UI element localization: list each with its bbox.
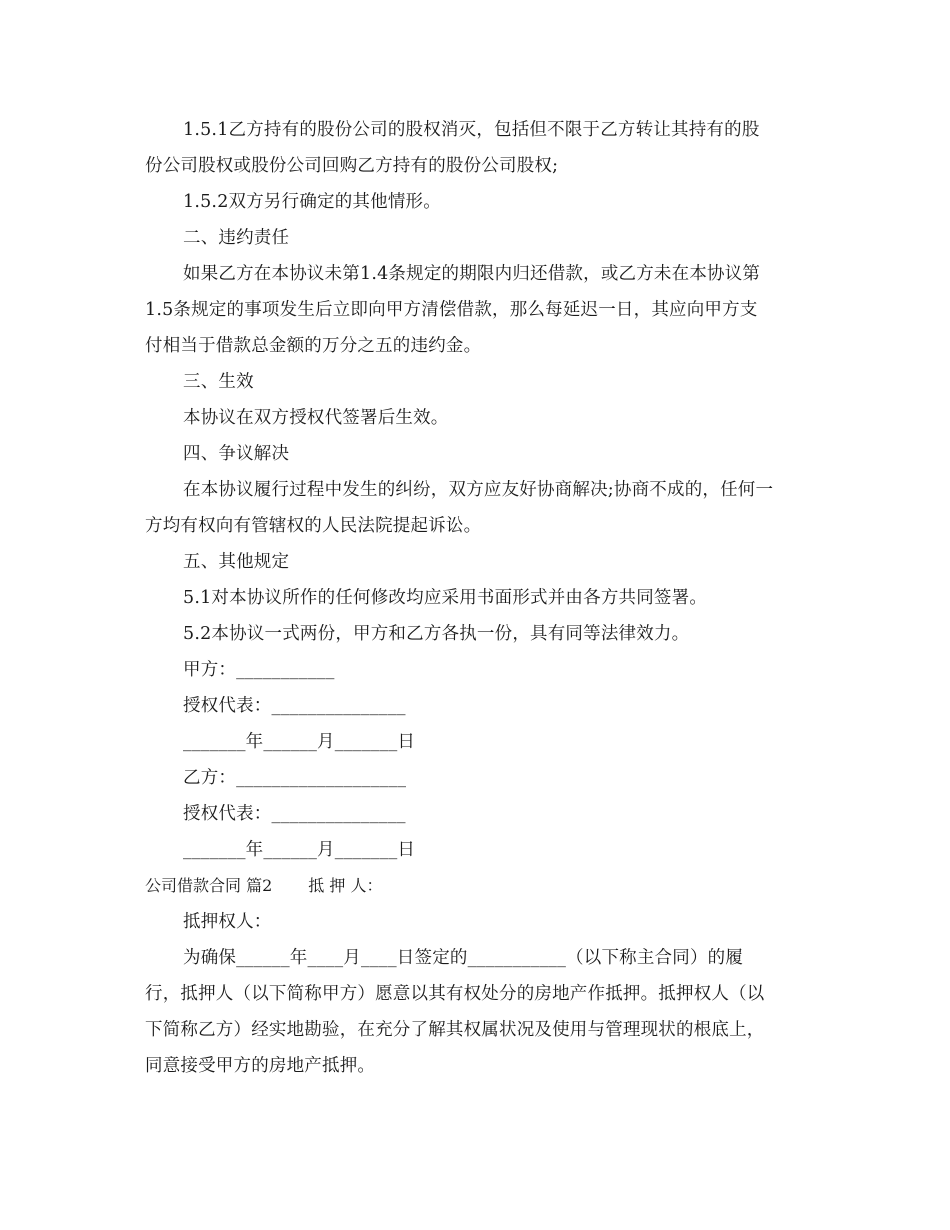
paragraph-line: 在本协议履行过程中发生的纠纷，双方应友好协商解决;协商不成的，任何一	[183, 480, 774, 500]
paragraph-line: 下简称乙方）经实地勘验，在充分了解其权属状况及使用与管理现状的根底上，	[145, 1020, 765, 1040]
section-title: 公司借款合同 篇2	[145, 876, 273, 895]
paragraph-line: 为确保______年____月____日签定的___________（以下称主合同）的履	[183, 948, 744, 968]
signature-representative-b: 授权代表：_______________	[183, 804, 406, 824]
paragraph-line: 份公司股权或股份公司回购乙方持有的股份公司股权;	[145, 156, 559, 176]
paragraph-line: 如果乙方在本协议未第1.4条规定的期限内归还借款，或乙方未在本协议第	[183, 264, 761, 284]
section-heading: 三、生效	[183, 372, 254, 392]
paragraph-line: 5.1对本协议所作的任何修改均应采用书面形式并由各方共同签署。	[183, 588, 708, 608]
signature-party-a: 甲方：___________	[183, 660, 335, 680]
paragraph-line: 同意接受甲方的房地产抵押。	[145, 1056, 376, 1076]
section-header-row	[145, 868, 810, 904]
paragraph-line: 5.2本协议一式两份，甲方和乙方各执一份，具有同等法律效力。	[183, 624, 690, 644]
paragraph-line: 1.5.2双方另行确定的其他情形。	[183, 192, 441, 212]
section-heading: 四、争议解决	[183, 444, 290, 464]
signature-date-b: _______年______月_______日	[183, 840, 416, 860]
signature-representative-a: 授权代表：_______________	[183, 696, 406, 716]
paragraph-line: 付相当于借款总金额的万分之五的违约金。	[145, 336, 482, 356]
paragraph-line: 行，抵押人（以下简称甲方）愿意以其有权处分的房地产作抵押。抵押权人（以	[145, 984, 765, 1004]
section-heading: 二、违约责任	[183, 228, 290, 248]
mortgagor-label: 抵 押 人：	[308, 876, 383, 895]
paragraph-line: 1.5条规定的事项发生后立即向甲方清偿借款，那么每延迟一日，其应向甲方支	[145, 300, 758, 320]
mortgagee-label: 抵押权人：	[183, 912, 272, 932]
paragraph-line: 方均有权向有管辖权的人民法院提起诉讼。	[145, 516, 482, 536]
signature-party-b: 乙方：___________________	[183, 768, 407, 788]
section-heading: 五、其他规定	[183, 552, 290, 572]
paragraph-line: 1.5.1乙方持有的股份公司的股权消灭，包括但不限于乙方转让其持有的股	[183, 120, 760, 140]
signature-date-a: _______年______月_______日	[183, 732, 416, 752]
paragraph-line: 本协议在双方授权代签署后生效。	[183, 408, 449, 428]
